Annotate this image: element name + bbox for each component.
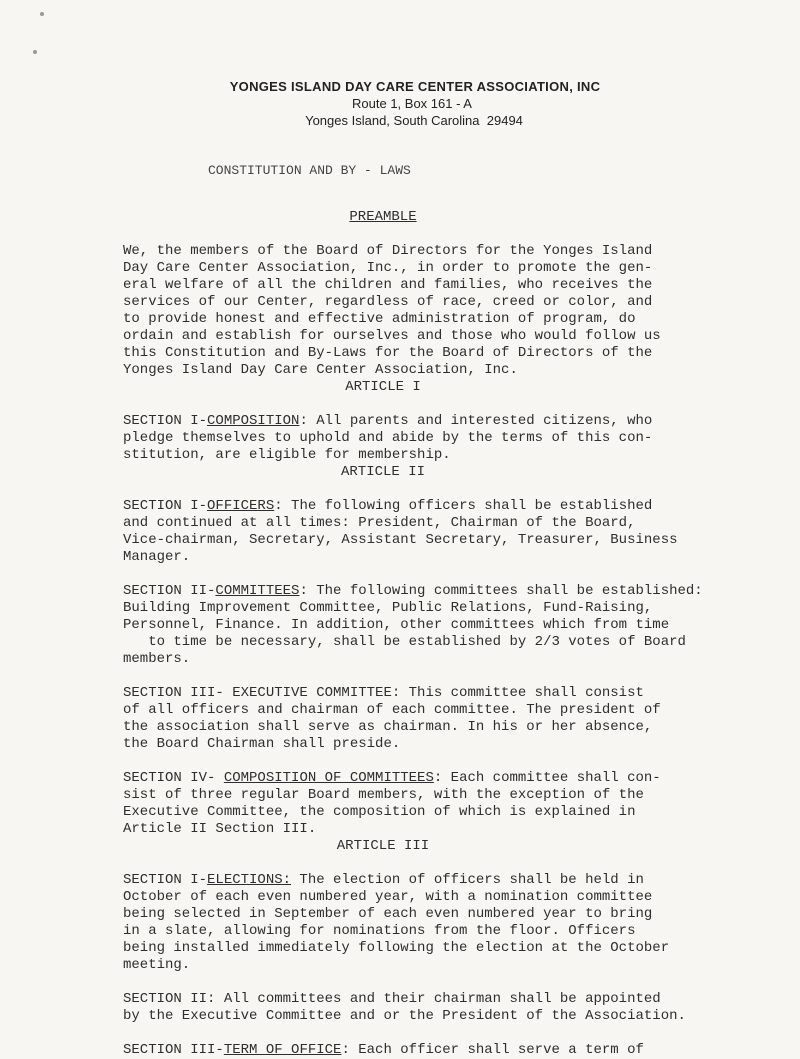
preamble-line: We, the members of the Board of Directors for the Yonges Island [123,243,653,259]
section-text: The election of officers shall be held in [291,872,644,888]
letterhead [0,78,800,129]
document-title: CONSTITUTION AND BY - LAWS [208,163,411,178]
section-prefix: SECTION I- [123,413,208,429]
section-line: October of each even numbered year, with a nomination committee [123,889,653,905]
document-body [123,209,788,1059]
spacer [123,396,788,413]
section-line: and continued at all times: President, Chairman of the Board, [123,515,636,531]
preamble-line: ordain and establish for ourselves and those who would follow us [123,328,661,344]
section-line: Executive Committee, the composition of which is explained in [123,804,636,820]
spacer [123,1025,788,1042]
spacer [123,753,788,770]
speck-mark [33,50,37,54]
section-line: meeting. [123,957,191,973]
org-city: Yonges Island, South Carolina [305,113,480,128]
section-title: TERM OF OFFICE [223,1042,342,1058]
section-line: to time be necessary, shall be established by 2/3 votes of Board [123,634,686,650]
section-line: the association shall serve as chairman. In his or her absence, [123,719,653,735]
org-zip: 29494 [486,113,523,128]
article-3-heading: ARTICLE III [336,838,430,854]
section-line: stitution, are eligible for membership. [123,447,451,463]
section-line: Vice-chairman, Secretary, Assistant Secretary, Treasurer, Business [123,532,678,548]
section-line: Manager. [123,549,191,565]
section-prefix: SECTION I- [123,872,208,888]
section-line: in a slate, allowing for nominations from the floor. Officers [123,923,636,939]
section-title: COMMITTEES [215,583,300,599]
section-prefix: SECTION III- [123,1042,224,1058]
section-line: sist of three regular Board members, with the exception of the [123,787,644,803]
article-1-heading: ARTICLE I [345,379,421,395]
section-prefix: SECTION I- [123,498,208,514]
section-line: being installed immediately following the election at the October [123,940,670,956]
preamble-line: eral welfare of all the children and families, who receives the [123,277,653,293]
section-text: : The following committees shall be established: [299,583,703,599]
section-text: : Each committee shall con- [433,770,661,786]
spacer [123,855,788,872]
art2-sec2-first-line [123,583,788,600]
spacer [123,481,788,498]
preamble-line: Yonges Island Day Care Center Association, Inc. [123,362,518,378]
section-text: : The following officers shall be established [274,498,653,514]
preamble-heading: PREAMBLE [349,209,417,225]
section-line: by the Executive Committee and or the President of the Association. [123,1008,686,1024]
spacer [123,974,788,991]
speck-mark [40,12,44,16]
preamble-line: Day Care Center Association, Inc., in order to promote the gen- [123,260,653,276]
spacer [123,566,788,583]
art3-sec1-first-line [123,872,788,889]
section-line: SECTION III- EXECUTIVE COMMITTEE: This committee shall consist [123,685,644,701]
section-title: COMPOSITION [207,413,300,429]
preamble-line: to provide honest and effective administration of program, do [123,311,636,327]
org-address: Route 1, Box 161 - A [352,96,472,111]
section-line: the Board Chairman shall preside. [123,736,401,752]
org-city-line [28,112,800,129]
art2-sec1-first-line [123,498,788,515]
section-line: of all officers and chairman of each committee. The president of [123,702,661,718]
section-line: Article II Section III. [123,821,317,837]
section-title: ELECTIONS: [207,872,292,888]
section-title: COMPOSITION OF COMMITTEES [223,770,434,786]
org-name: YONGES ISLAND DAY CARE CENTER ASSOCIATION, INC [229,79,601,94]
spacer [123,226,788,243]
section-line: members. [123,651,191,667]
section-line: being selected in September of each even numbered year to bring [123,906,653,922]
spacer [123,668,788,685]
section-line: Personnel, Finance. In addition, other committees which from time [123,617,670,633]
art1-sec1-first-line [123,413,788,430]
section-text: : All parents and interested citizens, who [299,413,653,429]
section-line: pledge themselves to uphold and abide by the terms of this con- [123,430,653,446]
preamble-line: this Constitution and By-Laws for the Board of Directors of the [123,345,653,361]
section-line: SECTION II: All committees and their chairman shall be appointed [123,991,661,1007]
section-text: : Each officer shall serve a term of [341,1042,644,1058]
section-title: OFFICERS [207,498,275,514]
section-prefix: SECTION IV- [123,770,224,786]
preamble-line: services of our Center, regardless of race, creed or color, and [123,294,653,310]
section-prefix: SECTION II- [123,583,216,599]
art2-sec4-first-line [123,770,788,787]
section-line: Building Improvement Committee, Public Relations, Fund-Raising, [123,600,653,616]
article-2-heading: ARTICLE II [340,464,425,480]
